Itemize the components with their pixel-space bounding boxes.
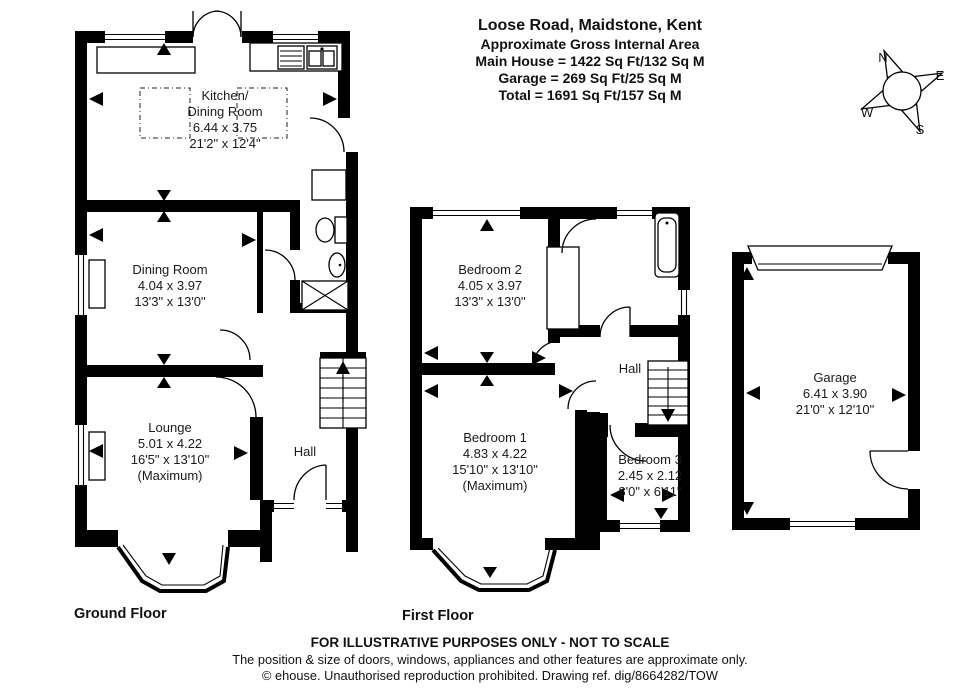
room-name: Hall bbox=[618, 361, 642, 376]
area-garage: Garage = 269 Sq Ft/25 Sq M bbox=[498, 70, 682, 86]
door-arc bbox=[310, 118, 344, 152]
basin-icon bbox=[329, 253, 345, 277]
compass-rose-icon bbox=[845, 35, 960, 140]
door-arc bbox=[600, 307, 630, 337]
title-block bbox=[370, 16, 810, 104]
room-dims-imperial: 8'0" x 6'11" bbox=[618, 484, 682, 499]
shower-icon bbox=[302, 281, 348, 310]
garage-door-icon bbox=[748, 246, 892, 270]
room-dims-metric: 4.05 x 3.97 bbox=[457, 278, 523, 293]
footer-approximate-note: The position & size of doors, windows, appliances and other features are approximate only. bbox=[232, 652, 748, 667]
room-label-lounge bbox=[85, 420, 255, 484]
sink-icon bbox=[307, 46, 337, 69]
room-name: Dining Room bbox=[132, 262, 208, 277]
garage-window bbox=[790, 522, 855, 527]
room-name-2: Dining Room bbox=[187, 104, 263, 119]
room-name: Bedroom 2 bbox=[458, 262, 522, 277]
door-arc bbox=[216, 377, 256, 417]
room-dims-metric: 4.83 x 4.22 bbox=[462, 446, 528, 461]
door-arc bbox=[265, 250, 295, 280]
area-main-house: Main House = 1422 Sq Ft/132 Sq M bbox=[475, 53, 705, 69]
first-floor-caption: First Floor bbox=[402, 608, 474, 624]
first-floor-plan bbox=[395, 195, 695, 610]
room-dims-imperial: 21'2" x 12'4" bbox=[189, 136, 261, 151]
door-arc bbox=[220, 330, 250, 360]
hob-icon bbox=[278, 46, 304, 69]
room-name: Hall bbox=[293, 444, 317, 459]
room-note: (Maximum) bbox=[137, 468, 203, 483]
room-dims-imperial: 21'0" x 12'10" bbox=[795, 402, 875, 417]
stairs-up-icon bbox=[320, 358, 366, 428]
compass-s: S bbox=[915, 122, 925, 137]
room-dims-imperial: 13'3" x 13'0" bbox=[134, 294, 206, 309]
room-name: Lounge bbox=[148, 420, 192, 435]
cupboard bbox=[312, 170, 346, 200]
door-arc bbox=[870, 451, 908, 489]
room-label-bedroom3 bbox=[590, 452, 710, 500]
garage-side-door bbox=[870, 451, 908, 489]
room-label-bedroom2 bbox=[405, 262, 575, 310]
dimension-arrow-icon bbox=[162, 553, 176, 565]
room-dims-metric: 2.45 x 2.12 bbox=[617, 468, 683, 483]
footer-copyright: © ehouse. Unauthorised reproduction prohibited. Drawing ref. dig/8664282/TOW bbox=[262, 668, 718, 683]
room-name: Bedroom 1 bbox=[463, 430, 527, 445]
compass-w: W bbox=[860, 105, 874, 120]
ground-floor-caption: Ground Floor bbox=[74, 606, 167, 622]
front-door-arc bbox=[294, 465, 326, 500]
toilet-icon bbox=[316, 217, 347, 243]
compass-n: N bbox=[878, 50, 888, 65]
room-label-hall-first bbox=[597, 361, 663, 377]
room-note: (Maximum) bbox=[462, 478, 528, 493]
room-label-bedroom1 bbox=[410, 430, 580, 494]
area-total: Total = 1691 Sq Ft/157 Sq M bbox=[498, 87, 682, 103]
room-dims-metric: 6.44 x 3.75 bbox=[192, 120, 258, 135]
shower-room-fixtures bbox=[302, 217, 348, 310]
room-dims-metric: 4.04 x 3.97 bbox=[137, 278, 203, 293]
room-label-hall-ground bbox=[272, 444, 338, 460]
bay-window-icon bbox=[433, 548, 555, 590]
page-title: Loose Road, Maidstone, Kent bbox=[477, 17, 702, 34]
french-doors-icon bbox=[193, 11, 241, 37]
room-label-garage bbox=[750, 370, 920, 418]
room-name: Garage bbox=[813, 370, 857, 385]
room-dims-imperial: 15'10" x 13'10" bbox=[452, 462, 538, 477]
room-dims-metric: 5.01 x 4.22 bbox=[137, 436, 203, 451]
room-label-kitchen bbox=[140, 88, 310, 152]
subtitle: Approximate Gross Internal Area bbox=[480, 36, 700, 52]
compass-e: E bbox=[935, 68, 945, 83]
room-dims-imperial: 13'3" x 13'0" bbox=[454, 294, 526, 309]
room-dims-metric: 6.41 x 3.90 bbox=[802, 386, 868, 401]
footer-disclaimer: FOR ILLUSTRATIVE PURPOSES ONLY - NOT TO SCALE bbox=[310, 635, 670, 650]
room-name: Bedroom 3 bbox=[618, 452, 682, 467]
room-name: Kitchen/ bbox=[201, 88, 249, 103]
room-dims-imperial: 16'5" x 13'10" bbox=[130, 452, 210, 467]
bay-window-icon bbox=[118, 545, 228, 591]
dimension-arrow-icon bbox=[483, 567, 497, 578]
bathtub-icon bbox=[655, 213, 679, 277]
door-arc bbox=[568, 381, 596, 409]
room-label-dining bbox=[85, 262, 255, 310]
